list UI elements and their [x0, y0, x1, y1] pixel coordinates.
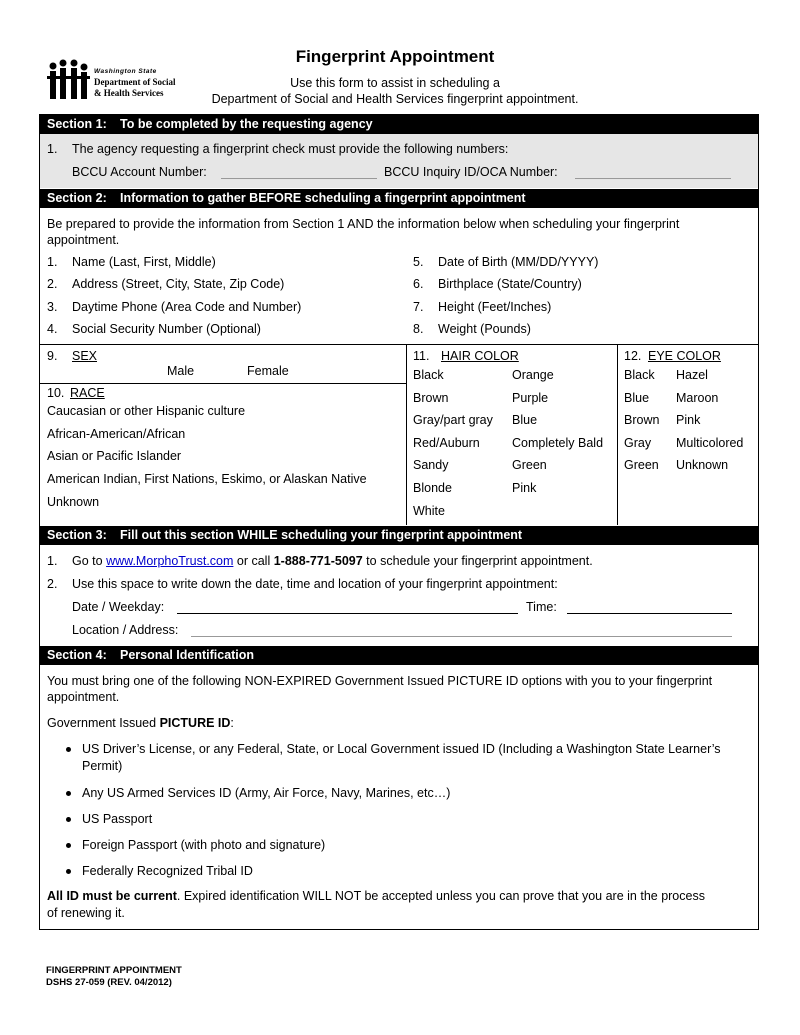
eye-option[interactable]: Brown	[624, 413, 660, 427]
eye-option[interactable]: Gray	[624, 436, 652, 450]
item-num: 4.	[47, 322, 58, 336]
race-num: 10.	[47, 386, 65, 400]
hair-option[interactable]: Blue	[512, 413, 538, 427]
time-field[interactable]	[567, 613, 732, 614]
logo-state-text: Washington State	[94, 68, 157, 75]
eye-num: 12.	[624, 349, 642, 363]
date-label: Date / Weekday:	[72, 600, 165, 614]
logo-line2: & Health Services	[94, 88, 164, 98]
bullet-icon	[66, 843, 71, 848]
race-label: RACE	[70, 386, 105, 400]
id-option: US Passport	[82, 812, 153, 826]
section4-title: Personal Identification	[120, 648, 255, 662]
bccu-inquiry-label: BCCU Inquiry ID/OCA Number:	[384, 165, 558, 179]
section2-intro-2: appointment.	[47, 233, 120, 247]
hair-option[interactable]: Completely Bald	[512, 436, 604, 450]
section1-num: Section 1:	[47, 117, 107, 131]
item-num: 5.	[413, 255, 424, 269]
section3-header	[40, 526, 758, 545]
footer-form-name: FINGERPRINT APPOINTMENT	[46, 965, 182, 976]
hair-option[interactable]: Sandy	[413, 458, 449, 472]
item-num: 8.	[413, 322, 424, 336]
id-option: Federally Recognized Tribal ID	[82, 864, 253, 878]
item-name: Name (Last, First, Middle)	[72, 255, 216, 269]
phone-number: 1-888-771-5097	[273, 554, 363, 568]
section3-item1-num: 1.	[47, 554, 58, 568]
eye-option[interactable]: Maroon	[676, 391, 719, 405]
section4-header	[40, 646, 758, 665]
logo-line1: Department of Social	[94, 77, 176, 87]
gov-id-label: Government Issued PICTURE ID:	[47, 716, 234, 730]
location-label: Location / Address:	[72, 623, 179, 637]
hair-label: HAIR COLOR	[441, 349, 519, 363]
item-address: Address (Street, City, State, Zip Code)	[72, 277, 285, 291]
time-label: Time:	[526, 600, 557, 614]
hair-option[interactable]: Orange	[512, 368, 554, 382]
section3-item2-num: 2.	[47, 577, 58, 591]
morphotrust-link[interactable]: www.MorphoTrust.com	[106, 554, 234, 568]
item-num: 2.	[47, 277, 58, 291]
race-option[interactable]: African-American/African	[47, 427, 186, 441]
sex-option-female[interactable]: Female	[247, 364, 289, 378]
bullet-icon	[66, 747, 71, 752]
date-field[interactable]	[177, 613, 518, 614]
hair-option[interactable]: Red/Auburn	[413, 436, 480, 450]
section1-item-text: The agency requesting a fingerprint check must provide the following numbers:	[72, 142, 509, 156]
race-option[interactable]: Asian or Pacific Islander	[47, 449, 182, 463]
bccu-account-label: BCCU Account Number:	[72, 165, 207, 179]
item-phone: Daytime Phone (Area Code and Number)	[72, 300, 302, 314]
item-height: Height (Feet/Inches)	[438, 300, 552, 314]
page-title: Fingerprint Appointment	[295, 47, 495, 66]
section2-num: Section 2:	[47, 191, 107, 205]
section1-title: To be completed by the requesting agency	[120, 117, 373, 131]
bullet-icon	[66, 791, 71, 796]
footer-form-number: DSHS 27-059 (REV. 04/2012)	[46, 977, 172, 988]
hair-option[interactable]: Pink	[512, 481, 537, 495]
race-option[interactable]: American Indian, First Nations, Eskimo, or Alaskan Native	[47, 472, 367, 486]
eye-option[interactable]: Black	[624, 368, 655, 382]
eye-option[interactable]: Pink	[676, 413, 701, 427]
section3-item2-text: Use this space to write down the date, time and location of your fingerprint appointment:	[72, 577, 558, 591]
eye-option[interactable]: Hazel	[676, 368, 708, 382]
id-option: US Driver’s License, or any Federal, State, or Local Government issued ID (Including a Washington State Learner’s	[82, 742, 721, 756]
bullet-icon	[66, 817, 71, 822]
hair-option[interactable]: White	[413, 504, 445, 518]
eye-label: EYE COLOR	[648, 349, 721, 363]
form-container	[39, 114, 759, 930]
item-num: 7.	[413, 300, 424, 314]
sex-option-male[interactable]: Male	[167, 364, 195, 378]
section3-num: Section 3:	[47, 528, 107, 542]
item-birthplace: Birthplace (State/Country)	[438, 277, 582, 291]
bccu-inquiry-field[interactable]	[575, 178, 731, 179]
section2-header	[40, 189, 758, 208]
divider	[40, 383, 406, 384]
divider	[617, 344, 618, 525]
section2-title: Information to gather BEFORE scheduling a fingerprint appointment	[120, 191, 526, 205]
section1-item-num: 1.	[47, 142, 58, 156]
id-option: Foreign Passport (with photo and signature)	[82, 838, 326, 852]
closing-note: All ID must be current. Expired identification WILL NOT be accepted unless you can prove that you are in the process	[47, 889, 705, 903]
page-subtitle-1: Use this form to assist in scheduling a	[290, 76, 500, 90]
section1-header	[40, 115, 758, 134]
closing-note-2: of renewing it.	[47, 906, 125, 920]
section3-item1: Go to www.MorphoTrust.com or call 1-888-771-5097 to schedule your fingerprint appointment.	[72, 554, 593, 568]
hair-option[interactable]: Gray/part gray	[413, 413, 493, 427]
section2-intro-1: Be prepared to provide the information from Section 1 AND the information below when scheduling your fingerprint	[47, 217, 680, 231]
eye-option[interactable]: Green	[624, 458, 659, 472]
location-field[interactable]	[191, 636, 732, 637]
eye-option[interactable]: Blue	[624, 391, 650, 405]
item-num: 1.	[47, 255, 58, 269]
hair-num: 11.	[413, 349, 430, 363]
hair-option[interactable]: Brown	[413, 391, 449, 405]
item-num: 6.	[413, 277, 424, 291]
sex-label: SEX	[72, 349, 98, 363]
item-num: 3.	[47, 300, 58, 314]
eye-option[interactable]: Multicolored	[676, 436, 744, 450]
item-dob: Date of Birth (MM/DD/YYYY)	[438, 255, 599, 269]
page-subtitle-2: Department of Social and Health Services fingerprint appointment.	[211, 92, 579, 106]
eye-option[interactable]: Unknown	[676, 458, 729, 472]
item-weight: Weight (Pounds)	[438, 322, 531, 336]
divider	[40, 344, 758, 345]
section4-intro-2: appointment.	[47, 690, 120, 704]
section4-intro-1: You must bring one of the following NON-EXPIRED Government Issued PICTURE ID options with you to your fingerprint	[47, 674, 713, 688]
bccu-account-field[interactable]	[221, 178, 377, 179]
hair-option[interactable]: Blonde	[413, 481, 452, 495]
hair-option[interactable]: Green	[512, 458, 547, 472]
hair-option[interactable]: Purple	[512, 391, 549, 405]
bullet-icon	[66, 869, 71, 874]
race-option[interactable]: Caucasian or other Hispanic culture	[47, 404, 246, 418]
id-option: Permit)	[82, 759, 123, 773]
section3-title: Fill out this section WHILE scheduling your fingerprint appointment	[120, 528, 523, 542]
id-option: Any US Armed Services ID (Army, Air Force, Navy, Marines, etc…)	[82, 786, 451, 800]
race-option[interactable]: Unknown	[47, 495, 100, 509]
divider	[406, 344, 407, 525]
item-ssn: Social Security Number (Optional)	[72, 322, 261, 336]
section4-num: Section 4:	[47, 648, 107, 662]
sex-num: 9.	[47, 349, 58, 363]
hair-option[interactable]: Black	[413, 368, 444, 382]
